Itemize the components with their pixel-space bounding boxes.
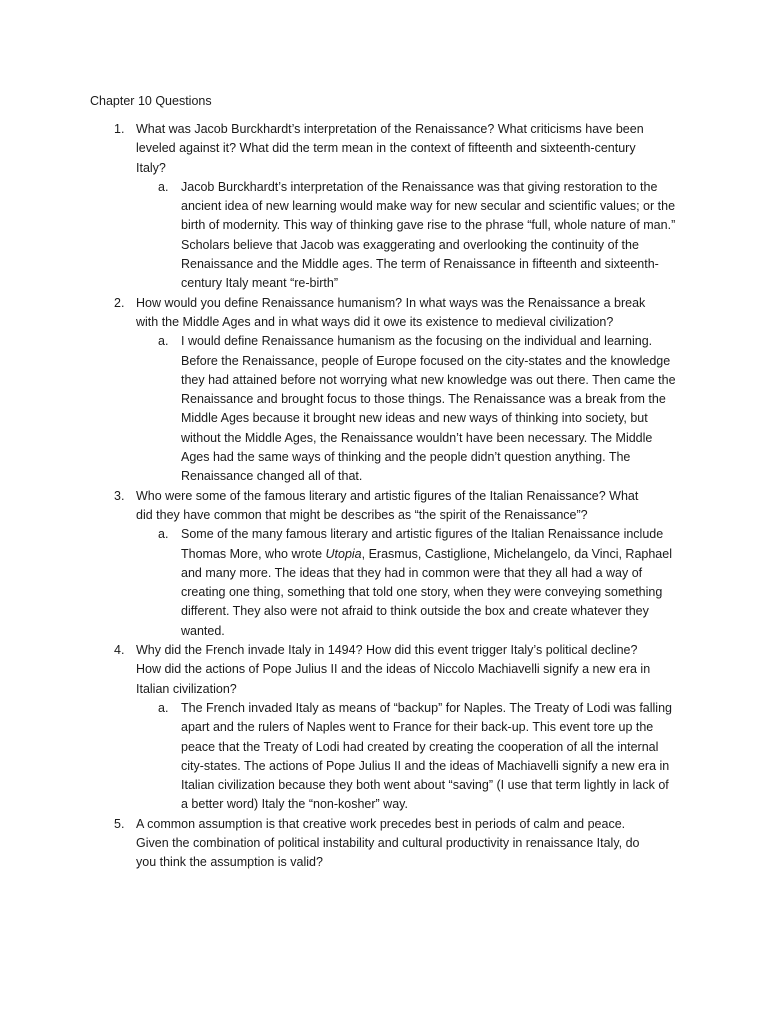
question-item xyxy=(0,815,768,873)
answer-text: The French invaded Italy as means of “backup” for Naples. The Treaty of Lodi was falling apart and the rulers of Naples went to France for their back-up. This event tore up the peace that the Treaty of Lodi had created by creating the cooperation of all the internal city-states. The actions of Pope Julius II and the ideas of Machiavelli signify a new era in Italian civilization because they both went about “saving” (I use that term lightly in lack of a better word) Italy the “non-kosher” way. xyxy=(181,700,672,812)
answer-list xyxy=(0,699,768,815)
question-number: 5. xyxy=(114,816,125,831)
question-number: 3. xyxy=(114,488,125,503)
answer-text: I would define Renaissance humanism as the focusing on the individual and learning. Before the Renaissance, people of Europe focused on the city-states and the knowledge they had attained before not worrying what new knowledge was out there. Then came the Renaissance and brought focus to those things. The Renaissance was a break from the Middle Ages because it brought new ideas and new ways of thinking into society, but without the Middle Ages, the Renaissance wouldn’t have been necessary. The Middle Ages had the same ways of thinking and the people didn’t question anything. The Renaissance changed all of that. xyxy=(181,334,676,484)
question-item xyxy=(0,294,768,487)
answer-item xyxy=(0,178,768,294)
question-number: 1. xyxy=(114,122,125,136)
question-text: Who were some of the famous literary and artistic figures of the Italian Renaissance? What did they have common that might be describes as “the spirit of the Renaissance”? xyxy=(136,488,639,522)
question-item xyxy=(0,641,768,815)
question-number: 4. xyxy=(114,643,125,658)
answer-item xyxy=(0,699,768,815)
answer-list xyxy=(0,525,768,641)
question-text: How would you define Renaissance humanism? In what ways was the Renaissance a break with the Middle Ages and in what ways did it owe its existence to medieval civilization? xyxy=(136,295,646,329)
answer-letter: a. xyxy=(158,334,169,349)
answer-list xyxy=(0,332,768,486)
question-text: Why did the French invade Italy in 1494? How did this event trigger Italy’s political decline? How did the actions of Pope Julius II and the ideas of Niccolo Machiavelli signify a new era in Italian civilization? xyxy=(136,643,651,696)
question-text: What was Jacob Burckhardt’s interpretation of the Renaissance? What criticisms have been leveled against it? What did the term mean in the context of fifteenth and sixteenth-century Italy? xyxy=(136,122,644,175)
question-list xyxy=(0,120,768,873)
answer-letter: a. xyxy=(158,527,169,542)
answer-text-part: , Erasmus, Castiglione, Michelangelo, da Vinci, Raphael and many more. The ideas that they had in common were that they all had a way of creating one thing, something that told one story, when they were conveying something different. They also were not afraid to think outside the box and create whatever they wanted. xyxy=(181,546,672,638)
question-text: A common assumption is that creative work precedes best in periods of calm and peace. Given the combination of political instability and cultural productivity in renaissance Italy, do you think the assumption is valid? xyxy=(136,816,640,870)
answer-text-part: Some of the many famous literary and artistic figures of the Italian Renaissance include Thomas More, who wrote xyxy=(181,527,664,561)
answer-list xyxy=(0,178,768,294)
answer-item xyxy=(0,332,768,486)
answer-text: Jacob Burckhardt’s interpretation of the Renaissance was that giving restoration to the ancient idea of new learning would make way for new secular and scientific values; or the birth of modernity. This way of thinking gave rise to the phrase “full, whole nature of man.” Scholars believe that Jacob was exaggerating and overlooking the continuity of the Renaissance and the Middle ages. The term of Renaissance in fifteenth and sixteenth-century Italy meant “re-birth” xyxy=(181,179,676,291)
question-item xyxy=(0,120,768,294)
document-title: Chapter 10 Questions xyxy=(90,94,212,108)
answer-letter: a. xyxy=(158,700,169,715)
question-item xyxy=(0,487,768,641)
answer-letter: a. xyxy=(158,179,169,194)
answer-item xyxy=(0,525,768,641)
book-title: Utopia xyxy=(325,546,362,561)
question-number: 2. xyxy=(114,295,125,310)
answer-text xyxy=(181,525,678,641)
